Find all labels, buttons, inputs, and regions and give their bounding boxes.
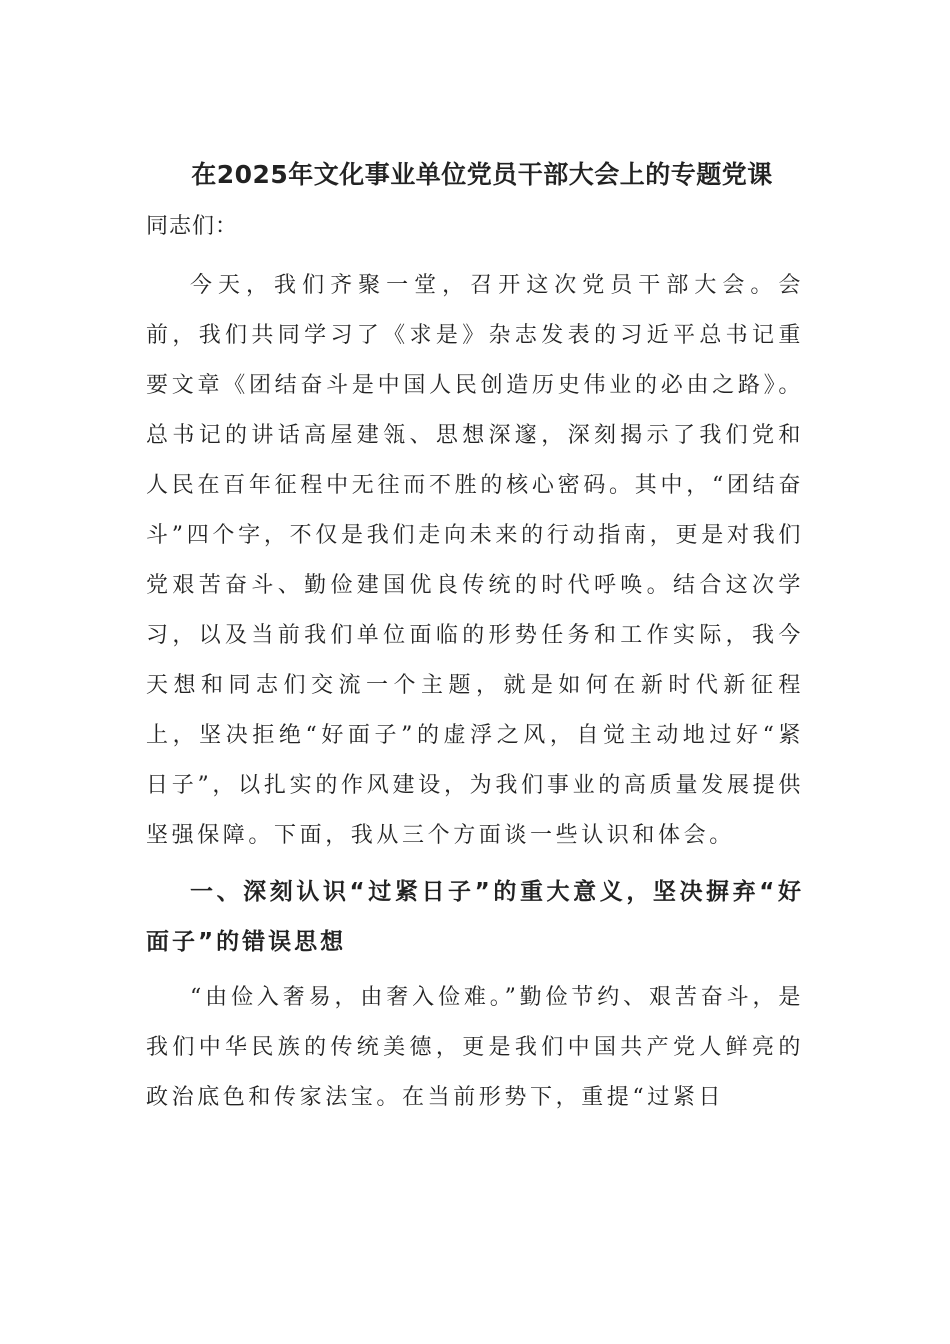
intro-paragraph: 今天，我们齐聚一堂，召开这次党员干部大会。会前，我们共同学习了《求是》杂志发表的习近平总书记重要文章《团结奋斗是中国人民创造历史伟业的必由之路》。总书记的讲话高屋建瓴、思想深邃，深刻揭示了我们党和人民在百年征程中无往而不胜的核心密码。其中，“团结奋斗”四个字，不仅是我们走向未来的行动指南，更是对我们党艰苦奋斗、勤俭建国优良传统的时代呼唤。结合这次学习，以及当前我们单位面临的形势任务和工作实际，我今天想和同志们交流一个主题，就是如何在新时代新征程上，坚决拒绝“好面子”的虚浮之风，自觉主动地过好“紧日子”，以扎实的作风建设，为我们事业的高质量发展提供坚强保障。下面，我从三个方面谈一些认识和体会。 bbox=[146, 273, 804, 848]
document-title: 在2025年文化事业单位党员干部大会上的专题党课 bbox=[191, 160, 773, 189]
section-1-paragraph: “由俭入奢易，由奢入俭难。”勤俭节约、艰苦奋斗，是我们中华民族的传统美德，更是我们中国共产党人鲜亮的政治底色和传家法宝。在当前形势下，重提“过紧日 bbox=[146, 985, 804, 1110]
salutation: 同志们： bbox=[146, 214, 239, 239]
document-body bbox=[146, 155, 804, 1123]
section-heading-1: 一、深刻认识“过紧日子”的重大意义，坚决摒弃“好面子”的错误思想 bbox=[146, 879, 804, 955]
